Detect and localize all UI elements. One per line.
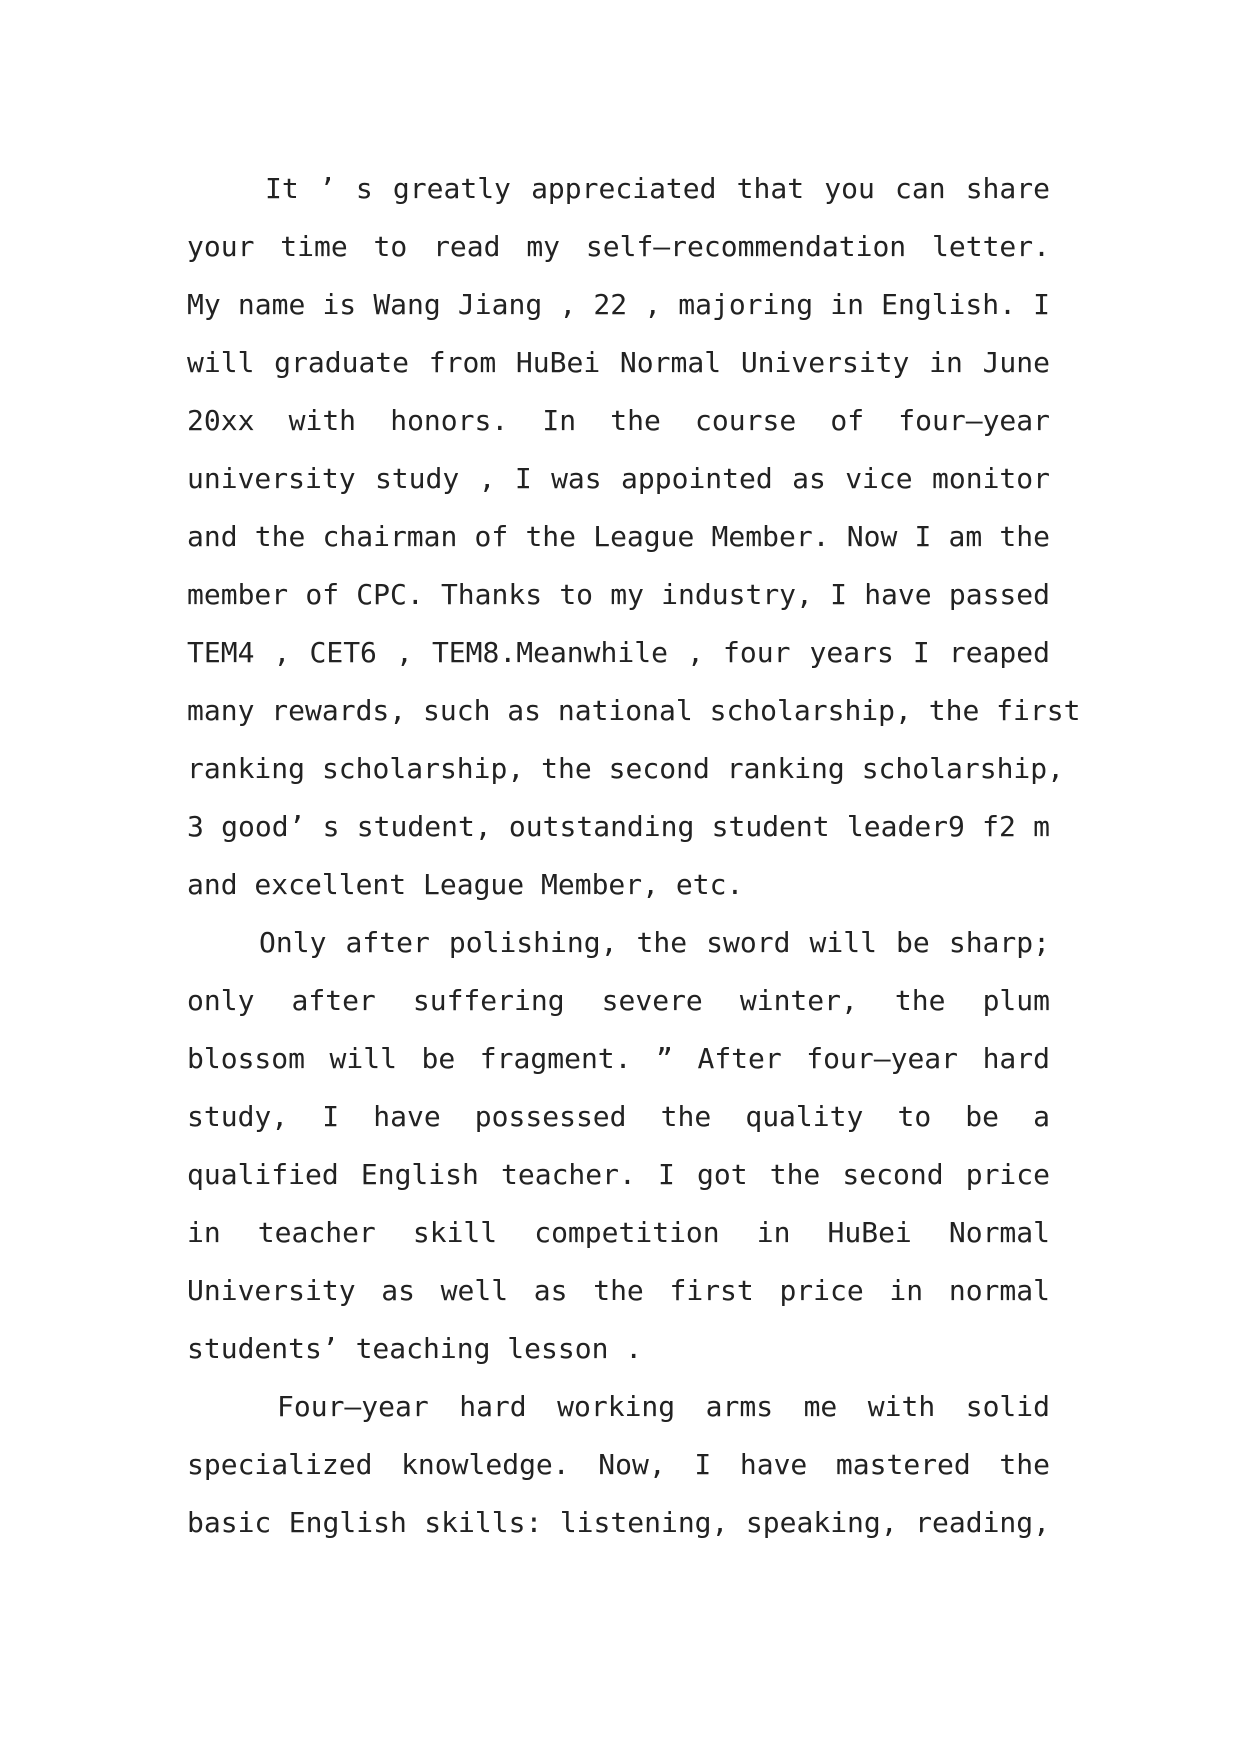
text-line: your time to read my self—recommendation letter. xyxy=(187,230,1050,263)
text-line: member of CPC. Thanks to my industry, I have passed xyxy=(187,578,1050,611)
text-line: ranking scholarship, the second ranking scholarship, xyxy=(187,752,1064,785)
text-line: only after suffering severe winter, the plum xyxy=(187,984,1050,1017)
text-line: many rewards, such as national scholarship, the first xyxy=(187,694,1081,727)
text-line: 20xx with honors. In the course of four—year xyxy=(187,404,1050,437)
text-line: qualified English teacher. I got the second price xyxy=(187,1158,1050,1191)
text-line: basic English skills: listening, speaking, reading, xyxy=(187,1506,1050,1539)
paragraph-3 xyxy=(187,1378,1050,1552)
paragraph-2 xyxy=(187,914,1050,1378)
text-line: Only after polishing, the sword will be sharp; xyxy=(259,926,1050,959)
text-line: and excellent League Member, etc. xyxy=(187,868,744,901)
paragraph-1 xyxy=(187,160,1081,914)
letter-body xyxy=(187,160,1081,1552)
text-line: blossom will be fragment. ” After four—year hard xyxy=(187,1042,1050,1075)
text-line: and the chairman of the League Member. Now I am the xyxy=(187,520,1050,553)
text-line: TEM4 , CET6 , TEM8.Meanwhile , four years I reaped xyxy=(187,636,1050,669)
text-line: will graduate from HuBei Normal University in June xyxy=(187,346,1050,379)
text-line: University as well as the first price in normal xyxy=(187,1274,1050,1307)
text-line: My name is Wang Jiang , 22 , majoring in English. I xyxy=(187,288,1050,321)
text-line: study, I have possessed the quality to be a xyxy=(187,1100,1050,1133)
text-line: 3 good’ s student, outstanding student leader9 f2 m xyxy=(187,810,1050,843)
text-line: students’ teaching lesson . xyxy=(187,1332,643,1365)
text-line: Four—year hard working arms me with solid xyxy=(277,1390,1050,1423)
text-line: university study , I was appointed as vice monitor xyxy=(187,462,1050,495)
text-line: specialized knowledge. Now, I have mastered the xyxy=(187,1448,1050,1481)
text-line: in teacher skill competition in HuBei Normal xyxy=(187,1216,1050,1249)
text-line: It ’ s greatly appreciated that you can share xyxy=(265,172,1050,205)
